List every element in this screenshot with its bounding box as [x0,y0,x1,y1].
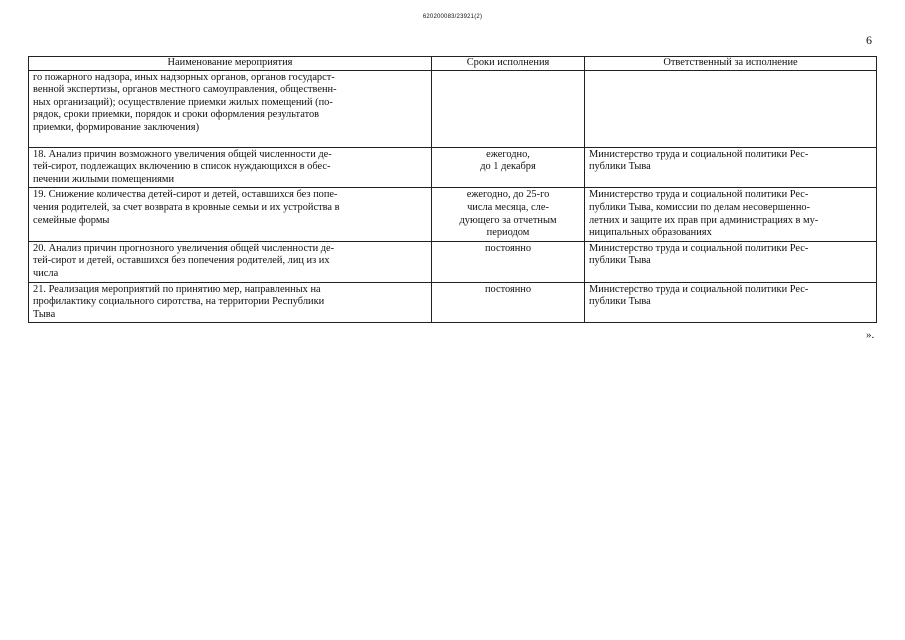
cell-text-line: Министерство труда и социальной политики Рес- [589,242,809,254]
cell-text-line: Министерство труда и социальной политики Рес- [589,283,809,295]
cell-text-line: печении жилыми помещениями [33,173,175,185]
header-responsible: Ответственный за исполнение [585,57,877,71]
responsible-cell [585,70,877,147]
cell-text-line: ежегодно, [486,148,530,160]
cell-text-line: чения родителей, за счет возврата в кровные семьи и их устройства в [33,201,340,213]
deadline-cell [432,147,585,188]
table-row [29,241,877,282]
cell-text-line: тей-сирот и детей, оставшихся без попечения родителей, лиц из их [33,255,330,267]
cell-text-line: профилактику социального сиротства, на территории Республики [33,296,325,308]
cell-text-line: Министерство труда и социальной политики Рес- [589,189,809,201]
cell-text-line: публики Тыва, комиссии по делам несовершенно- [589,201,811,213]
cell-text-line: числа [33,267,59,279]
table-row [29,188,877,241]
measure-name-cell [29,70,432,147]
header-deadline: Сроки исполнения [432,57,585,71]
closing-quote: ». [866,329,875,341]
cell-text-line: периодом [486,227,530,239]
measure-name-cell [29,188,432,241]
cell-text-line: тей-сирот, подлежащих включению в список нуждающихся в обес- [33,161,331,173]
cell-text-line: 19. Снижение количества детей-сирот и детей, оставшихся без попе- [33,189,338,201]
measures-table [28,56,877,323]
cell-text-line: венной экспертизы, органов местного самоуправления, общественн- [33,84,337,96]
header-measure-name: Наименование мероприятия [29,57,432,71]
responsible-cell [585,241,877,282]
deadline-cell [432,188,585,241]
table-row [29,70,877,147]
responsible-cell [585,147,877,188]
page-number: 6 [866,33,872,47]
cell-text-line: публики Тыва [589,296,651,308]
measure-name-cell [29,282,432,323]
cell-text-line: ных организаций); осуществление приемки жилых помещений (по- [33,96,333,108]
cell-text-line: до 1 декабря [480,161,536,173]
responsible-cell [585,282,877,323]
measure-name-cell [29,241,432,282]
cell-text-line: публики Тыва [589,255,651,267]
cell-text-line: семейные формы [33,214,110,226]
cell-text-line: ежегодно, до 25-го [466,189,550,201]
deadline-cell [432,241,585,282]
responsible-cell [585,188,877,241]
cell-text-line: числа месяца, сле- [467,201,549,213]
deadline-cell [432,70,585,147]
cell-text-line: ниципальных образованиях [589,227,712,239]
table-body [29,70,877,323]
cell-text-line: Министерство труда и социальной политики Рес- [589,148,809,160]
cell-text-line: 21. Реализация мероприятий по принятию мер, направленных на [33,283,321,295]
table-row [29,147,877,188]
cell-text-line: Тыва [33,308,56,320]
cell-text-line: дующего за отчетным [459,214,557,226]
cell-text-line: летних и защите их прав при администрациях в му- [589,214,819,226]
cell-text-line: публики Тыва [589,161,651,173]
table-header-row [29,57,877,71]
cell-text-line: приемки, формирование заключения) [33,121,200,133]
cell-text-line: постоянно [484,242,532,254]
cell-text-line: 18. Анализ причин возможного увеличения общей численности де- [33,148,332,160]
deadline-cell [432,282,585,323]
measure-name-cell [29,147,432,188]
cell-text-line: постоянно [484,283,532,295]
cell-text-line: рядок, сроки приемки, порядок и сроки оформления результатов [33,109,320,121]
document-id: 620200083/23921(2) [422,14,483,20]
cell-text-line: го пожарного надзора, иных надзорных органов, органов государст- [33,71,335,83]
cell-text-line: 20. Анализ причин прогнозного увеличения общей численности де- [33,242,335,254]
table-row [29,282,877,323]
